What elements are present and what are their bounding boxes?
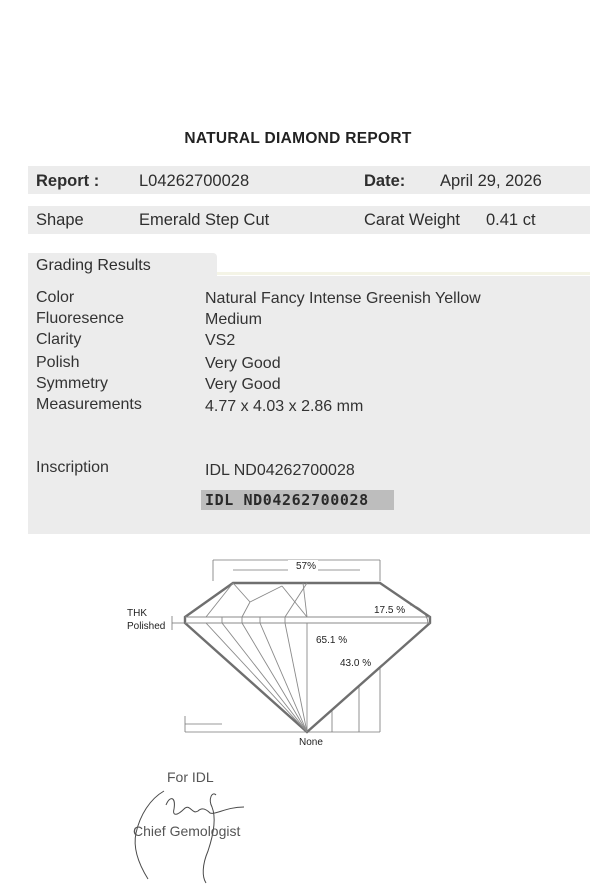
report-number: L04262700028 — [139, 172, 250, 190]
crown-angle: 17.5 % — [374, 605, 406, 616]
fluorescence-value: Medium — [205, 311, 262, 328]
laser-inscription-image: IDL ND04262700028 — [201, 490, 394, 510]
clarity-label: Clarity — [36, 331, 82, 348]
table-percent: 57% — [296, 561, 317, 572]
measurements-label: Measurements — [36, 396, 142, 413]
report-label: Report : — [36, 172, 100, 190]
shape-value: Emerald Step Cut — [139, 211, 270, 229]
grading-tab-label: Grading Results — [36, 257, 151, 274]
clarity-value: VS2 — [205, 332, 236, 349]
culet-size: None — [299, 737, 323, 748]
girdle-finish: Polished — [127, 621, 166, 632]
polish-value: Very Good — [205, 355, 281, 372]
shape-label: Shape — [36, 211, 84, 229]
symmetry-label: Symmetry — [36, 375, 108, 392]
total-depth: 65.1 % — [316, 635, 348, 646]
date-label: Date: — [364, 172, 406, 190]
report-title: NATURAL DIAMOND REPORT — [184, 130, 412, 147]
proportions-diagram — [110, 550, 450, 755]
chief-gemologist-label: Chief Gemologist — [133, 823, 241, 839]
carat-value: 0.41 ct — [486, 211, 536, 229]
measurements-value: 4.77 x 4.03 x 2.86 mm — [205, 398, 364, 415]
pavilion-depth: 43.0 % — [340, 658, 372, 669]
inscription-label: Inscription — [36, 459, 109, 476]
grading-tab-underline — [217, 272, 590, 275]
for-idl-label: For IDL — [167, 769, 214, 785]
fluorescence-label: Fluoresence — [36, 310, 125, 327]
carat-label: Carat Weight — [364, 211, 460, 229]
report-date: April 29, 2026 — [440, 172, 542, 190]
color-value: Natural Fancy Intense Greenish Yellow — [205, 290, 481, 307]
symmetry-value: Very Good — [205, 376, 281, 393]
color-label: Color — [36, 289, 75, 306]
girdle-thickness: THK — [127, 608, 147, 619]
polish-label: Polish — [36, 354, 80, 371]
inscription-value: IDL ND04262700028 — [205, 462, 355, 479]
